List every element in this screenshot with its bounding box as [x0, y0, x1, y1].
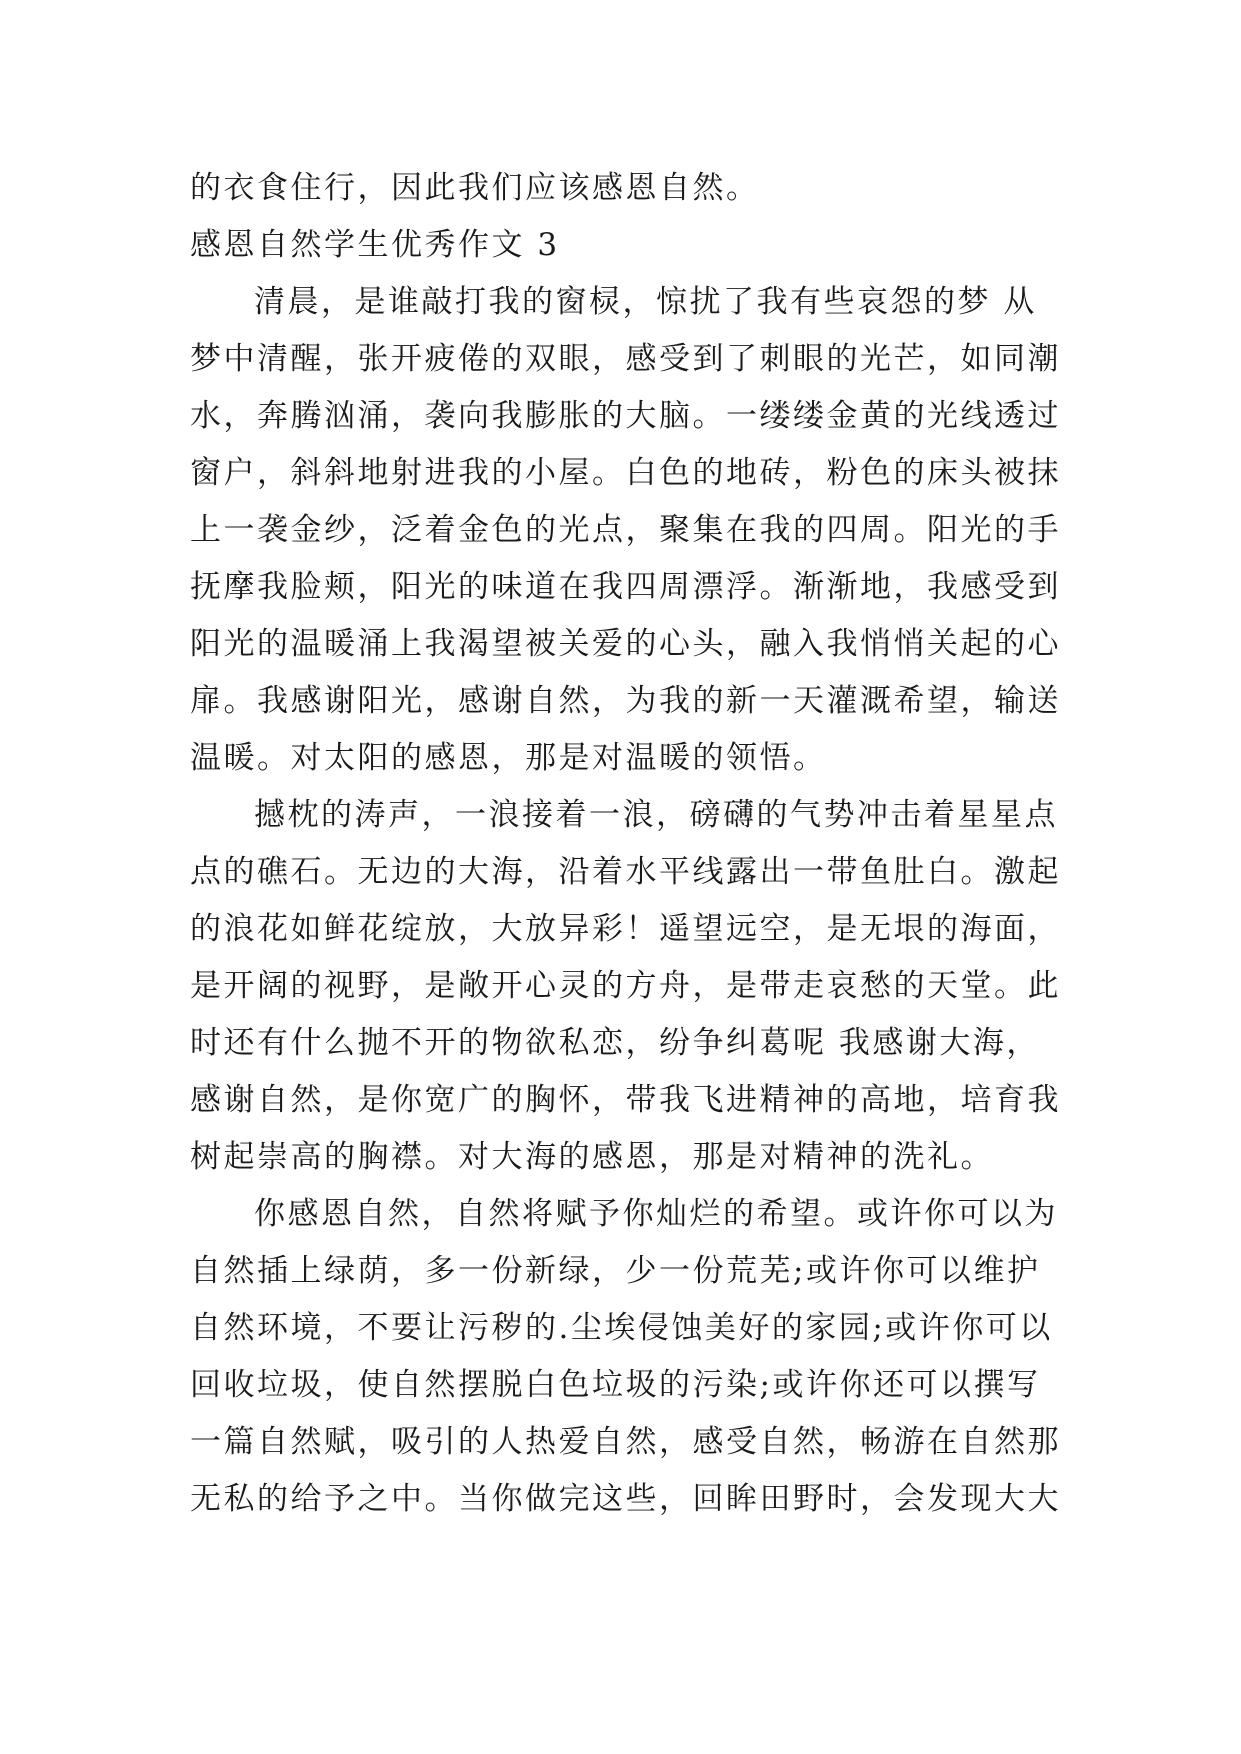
text-line: 自然环境，不要让污秽的.尘埃侵蚀美好的家园;或许你可以 — [190, 1310, 1053, 1346]
paragraph-start-line: 清晨，是谁敲打我的窗棂，惊扰了我有些哀怨的梦 从 — [254, 284, 1037, 320]
text-line: 上一袭金纱，泛着金色的光点，聚集在我的四周。阳光的手 — [190, 512, 1061, 548]
text-line: 梦中清醒，张开疲倦的双眼，感受到了刺眼的光芒，如同潮 — [190, 341, 1061, 377]
text-line: 抚摩我脸颊，阳光的味道在我四周漂浮。渐渐地，我感受到 — [190, 569, 1061, 605]
document-body — [190, 160, 1060, 1528]
section-heading: 感恩自然学生优秀作文 3 — [190, 227, 560, 263]
text-line: 感谢自然，是你宽广的胸怀，带我飞进精神的高地，培育我 — [190, 1082, 1061, 1118]
text-line: 是开阔的视野，是敞开心灵的方舟，是带走哀愁的天堂。此 — [190, 968, 1061, 1004]
text-line: 回收垃圾，使自然摆脱白色垃圾的污染;或许你还可以撰写 — [190, 1367, 1041, 1403]
text-line: 的浪花如鲜花绽放，大放异彩！遥望远空，是无垠的海面， — [190, 911, 1061, 947]
text-line: 点的礁石。无边的大海，沿着水平线露出一带鱼肚白。激起 — [190, 854, 1061, 890]
text-line: 水，奔腾汹涌，袭向我膨胀的大脑。一缕缕金黄的光线透过 — [190, 398, 1061, 434]
text-line: 树起崇高的胸襟。对大海的感恩，那是对精神的洗礼。 — [190, 1139, 994, 1175]
paragraph-start-line: 你感恩自然，自然将赋予你灿烂的希望。或许你可以为 — [254, 1196, 1058, 1232]
text-line: 的衣食住行，因此我们应该感恩自然。 — [190, 170, 760, 206]
text-line: 一篇自然赋，吸引的人热爱自然，感受自然，畅游在自然那 — [190, 1424, 1061, 1460]
text-line: 阳光的温暖涌上我渴望被关爱的心头，融入我悄悄关起的心 — [190, 626, 1061, 662]
paragraph-start-line: 撼枕的涛声，一浪接着一浪，磅礴的气势冲击着星星点 — [254, 797, 1058, 833]
text-line: 温暖。对太阳的感恩，那是对温暖的领悟。 — [190, 740, 827, 776]
text-line: 时还有什么抛不开的物欲私恋，纷争纠葛呢 我感谢大海， — [190, 1025, 1040, 1061]
text-line: 窗户，斜斜地射进我的小屋。白色的地砖，粉色的床头被抹 — [190, 455, 1061, 491]
text-line: 无私的给予之中。当你做完这些，回眸田野时，会发现大大 — [190, 1481, 1061, 1517]
text-line: 自然插上绿荫，多一份新绿，少一份荒芜;或许你可以维护 — [190, 1253, 1041, 1289]
text-line: 扉。我感谢阳光，感谢自然，为我的新一天灌溉希望，输送 — [190, 683, 1061, 719]
